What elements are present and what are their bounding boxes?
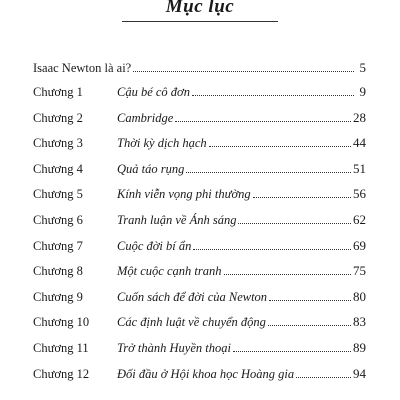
dot-leader: [209, 146, 351, 147]
toc-entry[interactable]: [0, 289, 400, 315]
intro-page-number: 5: [359, 60, 366, 75]
chapter-label: Chương 10: [33, 315, 90, 330]
toc-chapter-list: [0, 84, 400, 391]
chapter-label: Chương 8: [33, 264, 83, 279]
chapter-title: Cậu bé cô đơn: [117, 85, 190, 99]
title-underline: [122, 21, 278, 22]
page-number: 94: [353, 365, 366, 381]
chapter-title: Cambridge: [117, 110, 174, 125]
dot-leader: [253, 197, 351, 198]
toc-entry[interactable]: [0, 84, 400, 110]
toc-entry[interactable]: [0, 366, 400, 392]
toc-entry[interactable]: [0, 186, 400, 212]
chapter-title: Một cuộc cạnh tranh: [117, 264, 222, 279]
page-number: 9: [359, 84, 366, 99]
chapter-label: Chương 6: [33, 212, 83, 227]
page-number: 69: [353, 237, 366, 253]
toc-entry[interactable]: [0, 314, 400, 340]
page-number: 44: [353, 135, 366, 151]
chapter-title: Cuộc đời bí ẩn: [117, 238, 192, 253]
toc-entry[interactable]: [0, 263, 400, 289]
dot-leader: [238, 223, 351, 224]
dot-leader: [296, 377, 351, 378]
chapter-title: Trở thành Huyền thoại: [117, 340, 231, 355]
chapter-title: Các định luật về chuyển động: [117, 315, 266, 330]
page-number: 89: [353, 339, 366, 355]
dot-leader: [192, 95, 354, 96]
chapter-label: Chương 1: [33, 85, 83, 99]
dot-leader: [175, 121, 351, 122]
toc-entry[interactable]: [0, 110, 400, 136]
toc-entry[interactable]: [0, 135, 400, 161]
dot-leader: [193, 249, 351, 250]
page-number: 62: [353, 211, 366, 227]
chapter-title: Cuốn sách để đời của Newton: [117, 289, 268, 304]
chapter-label: Chương 2: [33, 110, 83, 125]
toc-entry[interactable]: [0, 161, 400, 187]
chapter-title: Quả táo rụng: [117, 161, 185, 176]
chapter-label: Chương 7: [33, 238, 83, 253]
chapter-label: Chương 3: [33, 136, 83, 151]
page-number: 83: [353, 314, 366, 330]
chapter-title: Thời kỳ dịch hạch: [117, 136, 207, 151]
toc-intro-entry[interactable]: [33, 60, 366, 78]
chapter-label: Chương 5: [33, 187, 83, 202]
page-number: 28: [353, 109, 366, 125]
toc-title: Mục lục: [165, 0, 235, 17]
chapter-label: Chương 12: [33, 366, 90, 381]
chapter-label: Chương 9: [33, 289, 83, 304]
toc-entry[interactable]: [0, 340, 400, 366]
page-number: 75: [353, 263, 366, 279]
chapter-title: Đối đầu ở Hội khoa học Hoàng gia: [117, 366, 295, 381]
dot-leader: [186, 172, 351, 173]
dot-leader: [224, 274, 352, 275]
page-number: 56: [353, 186, 366, 202]
dot-leader: [269, 300, 351, 301]
page-number: 80: [353, 288, 366, 304]
toc-entry[interactable]: [0, 238, 400, 264]
dot-leader: [268, 325, 351, 326]
page-number: 51: [353, 160, 366, 176]
chapter-title: Tranh luận về Ánh sáng: [117, 212, 237, 227]
chapter-label: Chương 11: [33, 340, 89, 355]
dot-leader: [233, 351, 351, 352]
toc-entry[interactable]: [0, 212, 400, 238]
chapter-label: Chương 4: [33, 161, 83, 176]
chapter-title: Kính viễn vọng phi thường: [117, 187, 251, 202]
dot-leader: [133, 71, 354, 72]
intro-title: Isaac Newton là ai?: [33, 61, 132, 75]
